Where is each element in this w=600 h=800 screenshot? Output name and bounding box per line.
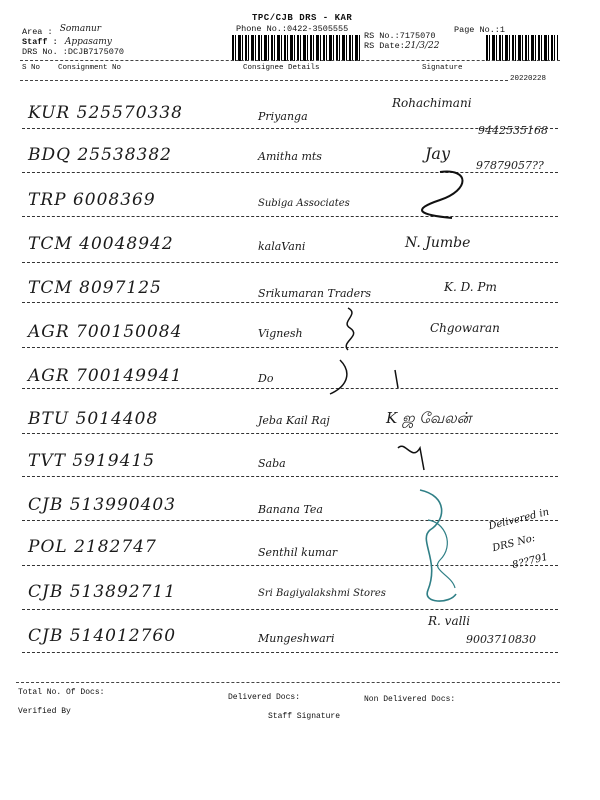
verified-by-label: Verified By: [18, 707, 71, 716]
staff-label: Staff :: [22, 37, 58, 47]
consignee-name: Mungeshwari: [258, 632, 335, 645]
stamp-swirl: [420, 490, 456, 601]
delivered-stamp-line1: Delivered in: [487, 506, 551, 533]
consignee-name: Banana Tea: [258, 503, 323, 516]
signature: K. D. Pm: [444, 280, 497, 294]
consignment-number: CJB 513892711: [28, 582, 177, 602]
staff-value: Appasamy: [64, 37, 112, 47]
page-value: 1: [499, 25, 506, 35]
signature: N. Jumbe: [405, 235, 471, 251]
consignee-name: Priyanga: [258, 110, 308, 123]
col-consignee: Consignee Details: [243, 64, 320, 72]
delivered-stamp-line2: DRS No:: [491, 532, 537, 555]
consignment-number: CJB 514012760: [28, 626, 177, 646]
non-delivered-docs-label: Non Delivered Docs:: [364, 695, 456, 704]
date-stamp: 20220228: [510, 75, 547, 83]
delivered-docs-label: Delivered Docs:: [228, 693, 301, 702]
col-signature: Signature: [422, 64, 463, 72]
area-value: Somanur: [59, 24, 102, 34]
rs-no-value: 7175070: [399, 31, 436, 41]
ditto-stroke: [395, 370, 398, 388]
brace-scribble-lower: [330, 360, 347, 394]
signature-scribble-row9: [398, 446, 424, 470]
rs-no-label: RS No.:: [364, 31, 400, 41]
total-docs-label: Total No. Of Docs:: [18, 688, 105, 697]
consignee-name: Jeba Kail Raj: [258, 414, 330, 427]
consignment-number: TRP 6008369: [28, 190, 156, 210]
drs-no-label: DRS No. :: [22, 47, 68, 57]
consignee-name: Sri Bagiyalakshmi Stores: [258, 588, 386, 599]
footer-rule: [16, 682, 560, 683]
consignment-number: POL 2182747: [28, 537, 157, 557]
phone-label: Phone No.:: [236, 24, 288, 34]
consignee-name: Srikumaran Traders: [258, 287, 372, 300]
consignment-number: AGR 700150084: [28, 322, 183, 342]
signature: Jay: [425, 144, 450, 163]
consignee-name: Senthil kumar: [258, 546, 338, 559]
area-label: Area :: [22, 27, 53, 37]
consignment-number: TCM 8097125: [28, 278, 162, 298]
phone-number: 9442535168: [478, 124, 548, 137]
phone-number: 9003710830: [466, 633, 536, 646]
consignee-name: Do: [258, 372, 274, 385]
consignee-name: Amitha mts: [258, 150, 322, 163]
signature: Rohachimani: [392, 96, 472, 110]
consignment-number: CJB 513990403: [28, 495, 177, 515]
consignee-name: Subiga Associates: [258, 198, 350, 209]
col-consignment-no: Consignment No: [58, 64, 122, 72]
consignee-name: kalaVani: [258, 240, 306, 253]
document-title: TPC/CJB DRS - KAR: [252, 13, 353, 23]
rs-date-label: RS Date:: [364, 41, 405, 51]
consignment-number: BDQ 25538382: [28, 145, 172, 165]
consignee-name: Saba: [258, 457, 286, 470]
signature: R. valli: [428, 614, 471, 628]
signature-scribble-row3: [422, 172, 462, 218]
consignment-number: BTU 5014408: [28, 409, 159, 429]
consignment-number: AGR 700149941: [28, 366, 183, 386]
consignment-number: KUR 525570338: [28, 103, 183, 123]
staff-signature-label: Staff Signature: [268, 712, 341, 721]
delivered-stamp-line3: 8??791: [511, 551, 549, 572]
phone-value: 0422-3505555: [287, 24, 349, 34]
col-sno: S No: [22, 64, 41, 72]
consignment-number: TVT 5919415: [28, 451, 156, 471]
signature: K ஜ வேலன்: [386, 409, 472, 427]
page-label: Page No.:: [454, 25, 500, 35]
rs-date-value: 21/3/22: [404, 41, 440, 51]
drs-no-value: DCJB7175070: [67, 47, 125, 57]
brace-scribble: [346, 308, 353, 350]
consignee-name: Vignesh: [258, 327, 303, 340]
phone-number: 97879057??: [476, 159, 544, 172]
signature: Chgowaran: [430, 321, 500, 335]
consignment-number: TCM 40048942: [28, 234, 174, 254]
